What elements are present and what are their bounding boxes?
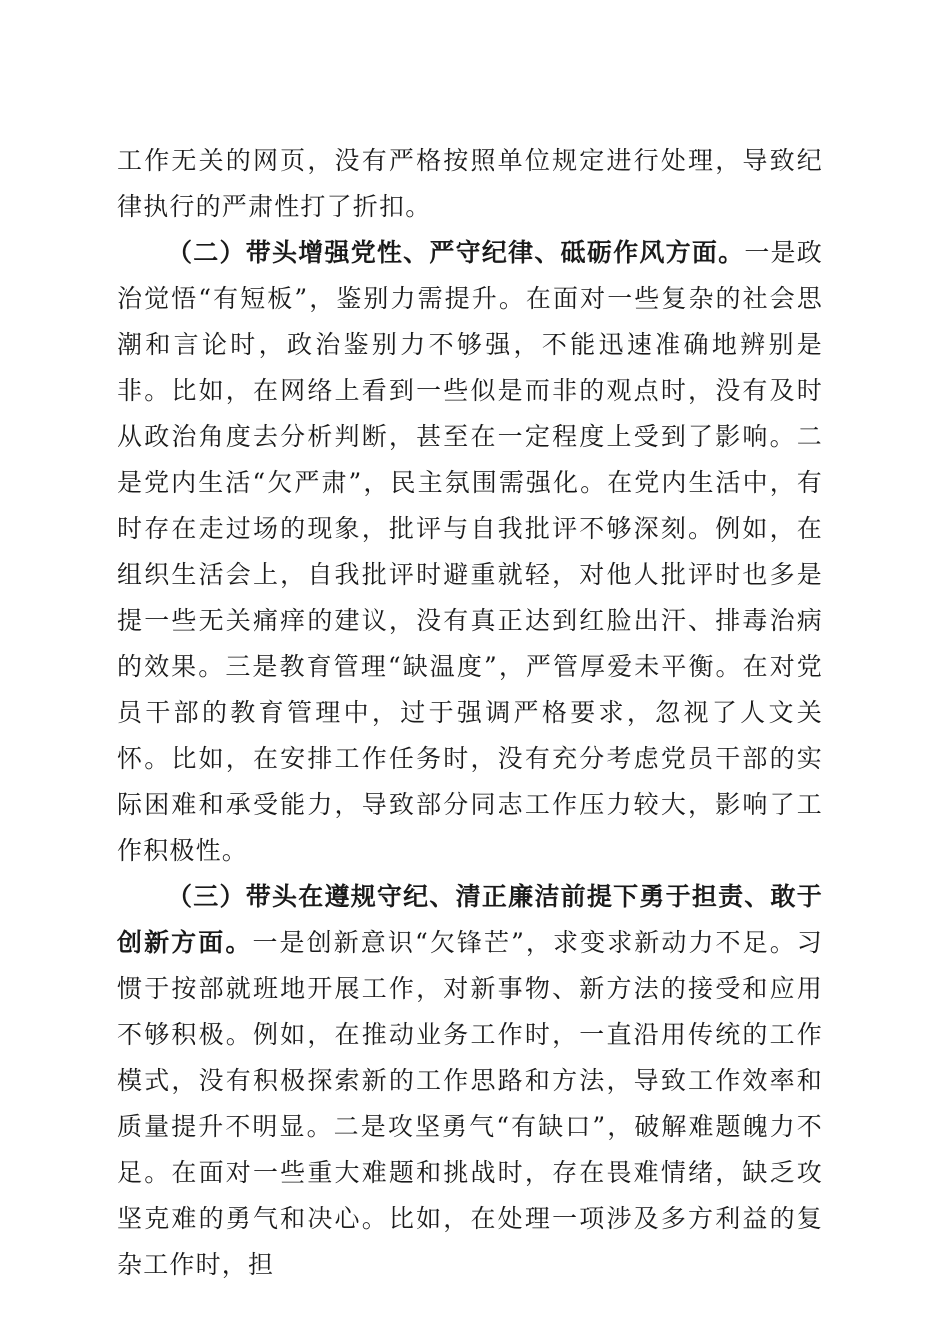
paragraph-continuation: 工作无关的网页，没有严格按照单位规定进行处理，导致纪律执行的严肃性打了折扣。	[117, 146, 823, 221]
section-3-heading: （三）带头在遵规守纪、清正廉洁前提下勇于担责、敢于创新方面。	[117, 882, 823, 957]
section-2-heading: （二）带头增强党性、严守纪律、砥砺作风方面。	[167, 238, 745, 267]
section-2-paragraph	[117, 230, 823, 874]
section-2-body: 一是政治觉悟“有短板”，鉴别力需提升。在面对一些复杂的社会思潮和言论时，政治鉴别力不够强，不能迅速准确地辨别是非。比如，在网络上看到一些似是而非的观点时，没有及时从政治角度去分析判断，甚至在一定程度上受到了影响。二是党内生活“欠严肃”，民主氛围需强化。在党内生活中，有时存在走过场的现象，批评与自我批评不够深刻。例如，在组织生活会上，自我批评时避重就轻，对他人批评时也多是提一些无关痛痒的建议，没有真正达到红脸出汗、排毒治病的效果。三是教育管理“缺温度”，严管厚爱未平衡。在对党员干部的教育管理中，过于强调严格要求，忽视了人文关怀。比如，在安排工作任务时，没有充分考虑党员干部的实际困难和承受能力，导致部分同志工作压力较大，影响了工作积极性。	[117, 238, 823, 865]
document-body	[117, 138, 823, 1288]
section-3-paragraph	[117, 874, 823, 1288]
section-3-body: 一是创新意识“欠锋芒”，求变求新动力不足。习惯于按部就班地开展工作，对新事物、新方法的接受和应用不够积极。例如，在推动业务工作时，一直沿用传统的工作模式，没有积极探索新的工作思路和方法，导致工作效率和质量提升不明显。二是攻坚勇气“有缺口”，破解难题魄力不足。在面对一些重大难题和挑战时，存在畏难情绪，缺乏攻坚克难的勇气和决心。比如，在处理一项涉及多方利益的复杂工作时，担	[117, 928, 823, 1279]
